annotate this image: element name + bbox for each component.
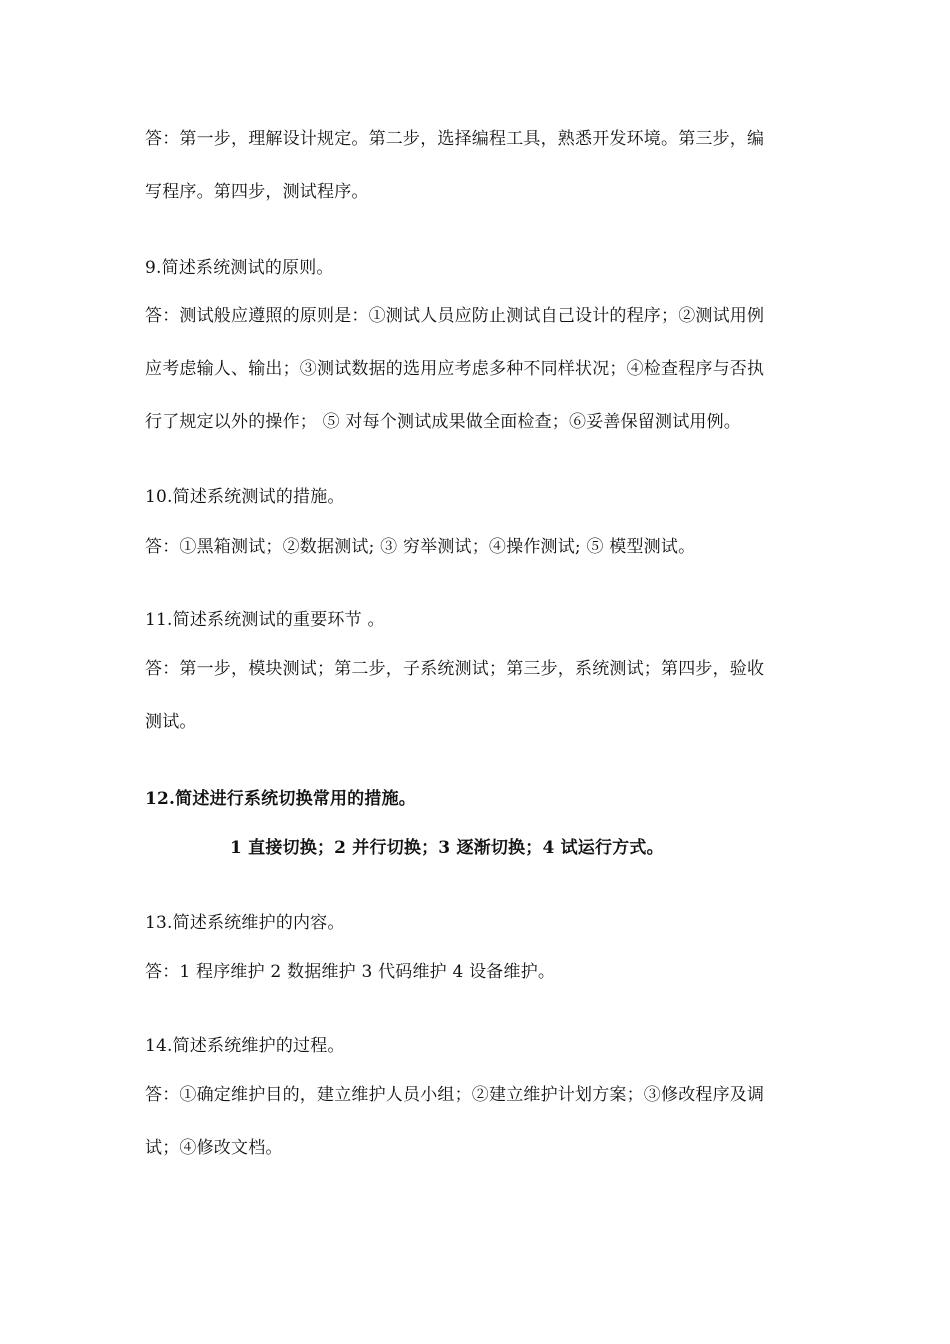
question-13: 13.简述系统维护的内容。 (145, 913, 345, 933)
answer-10: 答：①黑箱测试；②数据测试; ③ 穷举测试；④操作测试; ⑤ 模型测试。 (145, 537, 696, 557)
answer-12: 1 直接切换；2 并行切换；3 逐渐切换；4 试运行方式。 (230, 838, 664, 858)
answer-8-line-2: 写程序。第四步，测试程序。 (145, 182, 369, 202)
answer-11-line-2: 测试。 (145, 712, 197, 732)
answer-14-line-2: 试；④修改文档。 (145, 1138, 283, 1158)
answer-8-line-1: 答：第一步，理解设计规定。第二步，选择编程工具，熟悉开发环境。第三步，编 (145, 129, 765, 149)
question-10: 10.简述系统测试的措施。 (145, 487, 345, 507)
answer-9-line-1: 答：测试般应遵照的原则是：①测试人员应防止测试自己设计的程序；②测试用例 (145, 306, 765, 326)
question-14: 14.简述系统维护的过程。 (145, 1036, 345, 1056)
question-11: 11.简述系统测试的重要环节 。 (145, 610, 385, 630)
question-12: 12.简述进行系统切换常用的措施。 (145, 789, 416, 809)
question-9: 9.简述系统测试的原则。 (145, 258, 334, 278)
answer-9-line-2: 应考虑输人、输出；③测试数据的选用应考虑多种不同样状况；④检查程序与否执 (145, 359, 765, 379)
answer-11-line-1: 答：第一步，模块测试；第二步，子系统测试；第三步，系统测试；第四步，验收 (145, 659, 765, 679)
answer-9-line-3: 行了规定以外的操作； ⑤ 对每个测试成果做全面检查；⑥妥善保留测试用例。 (145, 412, 742, 432)
answer-13: 答：1 程序维护 2 数据维护 3 代码维护 4 设备维护。 (145, 962, 556, 982)
answer-14-line-1: 答：①确定维护目的，建立维护人员小组；②建立维护计划方案；③修改程序及调 (145, 1085, 765, 1105)
